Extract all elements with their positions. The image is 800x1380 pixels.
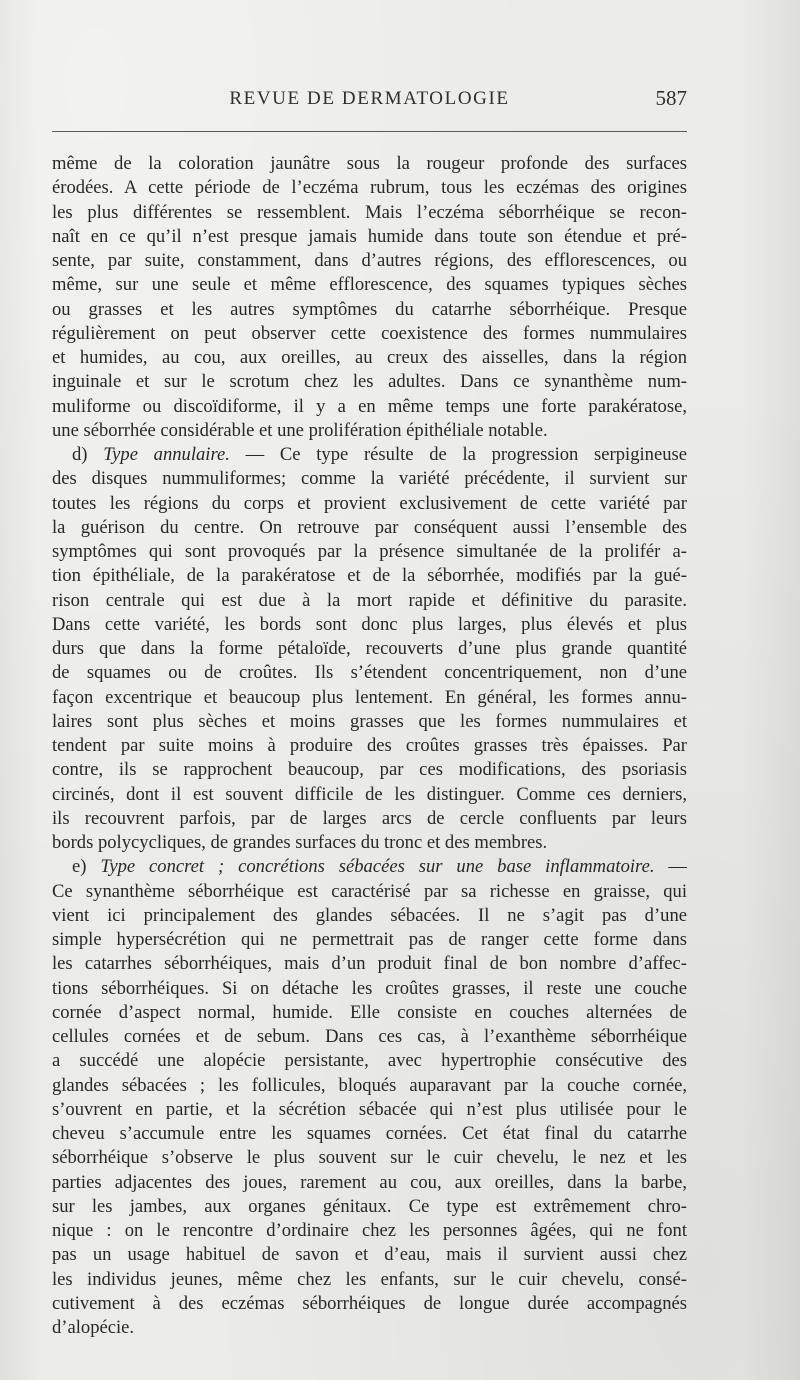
- text-line: Ce synanthème séborrhéique est caractérisé par sa richesse en graisse, qui: [52, 880, 687, 902]
- text-line: glandes sébacées ; les follicules, bloqués auparavant par la couche cornée,: [52, 1074, 687, 1096]
- text-line: tion épithéliale, de la parakératose et de la séborrhée, modifiés par la gué-: [52, 565, 687, 587]
- text-line: simple hypersécrétion qui ne permettrait pas de ranger cette forme dans: [52, 929, 687, 950]
- text-line: pas un usage habituel de savon et d’eau, mais il survient aussi chez: [52, 1244, 687, 1266]
- text-line: des disques nummuliformes; comme la variété précédente, il survient sur: [52, 468, 687, 490]
- text-line: de squames ou de croûtes. Ils s’étendent concentriquement, non d’une: [52, 662, 687, 684]
- section-text: — Ce type résulte de la progression serpigineuse: [229, 444, 687, 465]
- text-line: même de la coloration jaunâtre sous la rougeur profonde des surfaces: [52, 153, 687, 174]
- text-line: une séborrhée considérable et une prolifération épithéliale notable.: [52, 419, 548, 441]
- text-line: bords polycycliques, de grandes surfaces du tronc et des membres.: [52, 832, 548, 853]
- text-line: tions séborrhéiques. Si on détache les croûtes grasses, il reste une couche: [52, 977, 687, 999]
- text-line: nique : on le rencontre d’ordinaire chez les personnes âgées, qui ne font: [52, 1220, 687, 1241]
- page-number: 587: [655, 86, 687, 110]
- text-line: rison centrale qui est due à la mort rapide et définitive du parasite.: [52, 589, 687, 611]
- text-line: la guérison du centre. On retrouve par conséquent aussi l’ensemble des: [52, 516, 687, 538]
- text-line: les catarrhes séborrhéiques, mais d’un produit final de bon nombre d’affec-: [52, 953, 687, 975]
- text-line: érodées. A cette période de l’eczéma rubrum, tous les eczémas des origines: [52, 177, 687, 199]
- running-head: [52, 88, 687, 118]
- text-line: même, sur une seule et même efflorescence, des squames typiques sèches: [52, 274, 687, 296]
- text-line: les individus jeunes, même chez les enfants, sur le cuir chevelu, consé-: [52, 1268, 687, 1290]
- text-line: muliforme ou discoïdiforme, il y a en même temps une forte parakératose,: [52, 395, 687, 417]
- text-line: parties adjacentes des joues, rarement au cou, aux oreilles, dans la barbe,: [52, 1171, 687, 1193]
- section-heading: Type annulaire.: [103, 444, 230, 465]
- text-line: Dans cette variété, les bords sont donc plus larges, plus élevés et plus: [52, 613, 687, 635]
- text-line: cheveu s’accumule entre les squames cornées. Cet état final du catarrhe: [52, 1123, 687, 1144]
- text-line: et humides, au cou, aux oreilles, au creux des aisselles, dans la région: [52, 347, 687, 368]
- text-line: les plus différentes se ressemblent. Mais l’eczéma séborrhéique se recon-: [52, 201, 687, 223]
- text-line: vient ici principalement des glandes sébacées. Il ne s’agit pas d’une: [52, 904, 687, 926]
- text-line: laires sont plus sèches et moins grasses que les formes nummulaires et: [52, 710, 687, 732]
- text-line: d’alopécie.: [52, 1317, 135, 1338]
- text-line: sur les jambes, aux organes génitaux. Ce type est extrêmement chro-: [52, 1195, 687, 1217]
- text-line: durs que dans la forme pétaloïde, recouverts d’une plus grande quantité: [52, 638, 687, 659]
- body-text: [52, 152, 687, 1340]
- text-line: [52, 855, 687, 879]
- section-heading: Type concret ; concrétions sébacées sur une base inflammatoire.: [100, 856, 655, 878]
- text-line: sente, par suite, constamment, dans d’autres régions, des efflorescences, ou: [52, 250, 687, 271]
- text-line: ou grasses et les autres symptômes du catarrhe séborrhéique. Presque: [52, 298, 687, 320]
- text-line: cutivement à des eczémas séborrhéiques de longue durée accompagnés: [52, 1292, 687, 1314]
- section-text: —: [654, 856, 688, 878]
- text-line: cellules cornées et de sebum. Dans ces cas, à l’exanthème séborrhéique: [52, 1026, 687, 1047]
- section-marker: d): [72, 444, 104, 465]
- text-line: séborrhéique s’observe le plus souvent sur le cuir chevelu, le nez et les: [52, 1147, 687, 1169]
- text-line: circinés, dont il est souvent difficile de les distinguer. Comme ces derniers,: [52, 783, 687, 805]
- text-line: ils recouvrent parfois, par de larges arcs de cercle confluents par leurs: [52, 807, 687, 829]
- text-line: régulièrement on peut observer cette coexistence des formes nummulaires: [52, 322, 687, 344]
- text-line: [52, 443, 687, 467]
- text-line: façon excentrique et beaucoup plus lentement. En général, les formes annu-: [52, 686, 687, 708]
- text-line: inguinale et sur le scrotum chez les adultes. Dans ce synanthème num-: [52, 371, 687, 393]
- header-rule: [52, 131, 687, 132]
- text-line: tendent par suite moins à produire des croûtes grasses très épaisses. Par: [52, 735, 687, 756]
- section-marker: e): [72, 856, 101, 878]
- text-line: s’ouvrent en partie, et la sécrétion sébacée qui n’est plus utilisée pour le: [52, 1098, 687, 1120]
- text-line: cornée d’aspect normal, humide. Elle consiste en couches alternées de: [52, 1001, 687, 1023]
- running-title: REVUE DE DERMATOLOGIE: [229, 88, 510, 109]
- text-line: naît en ce qu’il n’est presque jamais humide dans toute son étendue et pré-: [52, 225, 687, 247]
- text-line: toutes les régions du corps et provient exclusivement de cette variété par: [52, 492, 687, 514]
- text-line: contre, ils se rapprochent beaucoup, par ces modifications, des psoriasis: [52, 759, 687, 781]
- text-line: a succédé une alopécie persistante, avec hypertrophie consécutive des: [52, 1050, 687, 1072]
- text-line: symptômes qui sont provoqués par la présence simultanée de la prolifér a-: [52, 541, 687, 562]
